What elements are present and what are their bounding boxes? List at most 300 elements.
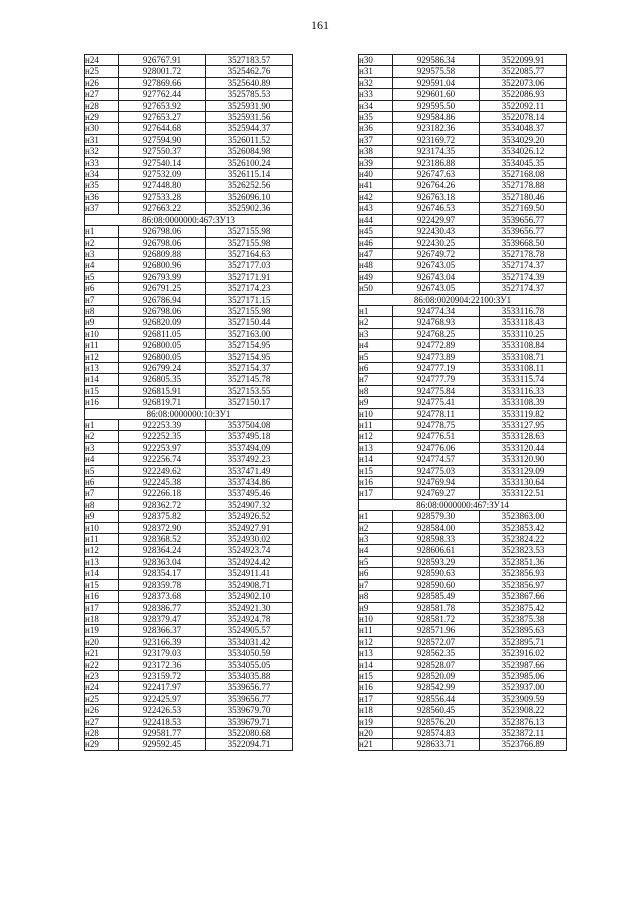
x-coordinate: 928562.35 [393,648,480,659]
y-coordinate: 3522099.91 [480,55,567,66]
x-coordinate: 928542.99 [393,682,480,693]
page-number: 161 [311,18,329,32]
cadastral-number: 86:08:0000000:467:ЗУ13 [85,214,293,225]
y-coordinate: 3534035.88 [206,670,293,681]
point-label: н8 [85,499,119,510]
point-label: н6 [359,362,393,373]
table-row [85,283,293,294]
y-coordinate: 3527155.98 [206,305,293,316]
y-coordinate: 3523863.00 [480,511,567,522]
table-row [85,534,293,545]
point-label: н10 [359,408,393,419]
y-coordinate: 3534050.59 [206,648,293,659]
point-label: н21 [85,648,119,659]
point-label: н2 [85,237,119,248]
point-label: н15 [85,579,119,590]
y-coordinate: 3537494.09 [206,442,293,453]
y-coordinate: 3523987.66 [480,659,567,670]
point-label: н38 [359,146,393,157]
point-label: н19 [359,716,393,727]
x-coordinate: 924776.51 [393,431,480,442]
y-coordinate: 3523908.22 [480,705,567,716]
table-row [359,157,567,168]
x-coordinate: 922245.38 [119,477,206,488]
cadastral-number: 86:08:0020904:22100:ЗУ1 [359,294,567,305]
y-coordinate: 3523875.38 [480,613,567,624]
x-coordinate: 927533.28 [119,191,206,202]
y-coordinate: 3525931.56 [206,112,293,123]
y-coordinate: 3537434.86 [206,477,293,488]
point-label: н16 [85,591,119,602]
y-coordinate: 3526252.56 [206,180,293,191]
y-coordinate: 3526011.52 [206,134,293,145]
x-coordinate: 928528.07 [393,659,480,670]
point-label: н28 [85,727,119,738]
y-coordinate: 3524907.32 [206,499,293,510]
x-coordinate: 922418.53 [119,716,206,727]
point-label: н6 [359,568,393,579]
y-coordinate: 3533119.82 [480,408,567,419]
table-row [85,716,293,727]
point-label: н19 [85,625,119,636]
x-coordinate: 929575.58 [393,66,480,77]
section-header-row [359,294,567,305]
point-label: н21 [359,739,393,750]
point-label: н48 [359,260,393,271]
y-coordinate: 3524930.02 [206,534,293,545]
table-row [359,226,567,237]
x-coordinate: 928579.30 [393,511,480,522]
x-coordinate: 924773.89 [393,351,480,362]
x-coordinate: 926809.88 [119,248,206,259]
y-coordinate: 3534055.05 [206,659,293,670]
table-row [359,55,567,66]
table-row [85,66,293,77]
y-coordinate: 3539679.71 [206,716,293,727]
table-row [359,385,567,396]
table-row [359,670,567,681]
table-row [359,693,567,704]
x-coordinate: 928359.78 [119,579,206,590]
y-coordinate: 3527177.03 [206,260,293,271]
point-label: н45 [359,226,393,237]
x-coordinate: 928366.37 [119,625,206,636]
x-coordinate: 922417.97 [119,682,206,693]
y-coordinate: 3525931.90 [206,100,293,111]
x-coordinate: 928364.24 [119,545,206,556]
x-coordinate: 928606.61 [393,545,480,556]
table-row [359,317,567,328]
point-label: н8 [359,591,393,602]
table-row [359,545,567,556]
coordinates-table-left [84,54,293,751]
point-label: н1 [85,420,119,431]
y-coordinate: 3524924.42 [206,556,293,567]
x-coordinate: 922430.43 [393,226,480,237]
y-coordinate: 3534048.37 [480,123,567,134]
table-row [85,169,293,180]
table-row [359,682,567,693]
x-coordinate: 926811.05 [119,328,206,339]
y-coordinate: 3527171.15 [206,294,293,305]
x-coordinate: 924774.57 [393,454,480,465]
table-row [85,397,293,408]
y-coordinate: 3524924.78 [206,613,293,624]
y-coordinate: 3533116.78 [480,305,567,316]
table-row [85,180,293,191]
point-label: н7 [359,374,393,385]
point-label: н1 [359,511,393,522]
y-coordinate: 3522073.06 [480,77,567,88]
table-row [85,89,293,100]
table-row [359,146,567,157]
y-coordinate: 3524921.30 [206,602,293,613]
table-row [359,397,567,408]
point-label: н42 [359,191,393,202]
x-coordinate: 922252.35 [119,431,206,442]
point-label: н28 [85,100,119,111]
point-label: н2 [359,317,393,328]
y-coordinate: 3537492.23 [206,454,293,465]
y-coordinate: 3523766.89 [480,739,567,750]
point-label: н50 [359,283,393,294]
y-coordinate: 3533115.74 [480,374,567,385]
table-row [359,636,567,647]
x-coordinate: 926798.06 [119,305,206,316]
x-coordinate: 924772.89 [393,340,480,351]
point-label: н11 [359,625,393,636]
point-label: н3 [359,328,393,339]
point-label: н20 [85,636,119,647]
table-row [85,374,293,385]
point-label: н4 [359,340,393,351]
y-coordinate: 3524926.52 [206,511,293,522]
point-label: н20 [359,727,393,738]
y-coordinate: 3525944.37 [206,123,293,134]
point-label: н13 [85,556,119,567]
table-row [85,682,293,693]
point-label: н47 [359,248,393,259]
table-row [359,591,567,602]
y-coordinate: 3537504.08 [206,420,293,431]
y-coordinate: 3522085.77 [480,66,567,77]
y-coordinate: 3524902.10 [206,591,293,602]
x-coordinate: 928556.44 [393,693,480,704]
point-label: н35 [359,112,393,123]
x-coordinate: 927762.44 [119,89,206,100]
y-coordinate: 3525640.89 [206,77,293,88]
x-coordinate: 924769.94 [393,477,480,488]
x-coordinate: 928001.72 [119,66,206,77]
x-coordinate: 923172.36 [119,659,206,670]
x-coordinate: 924775.84 [393,385,480,396]
section-header-row [359,499,567,510]
y-coordinate: 3523895.63 [480,625,567,636]
table-row [85,499,293,510]
x-coordinate: 927594.90 [119,134,206,145]
table-row [359,534,567,545]
y-coordinate: 3527171.91 [206,271,293,282]
point-label: н33 [85,157,119,168]
section-header-row [85,408,293,419]
x-coordinate: 923186.88 [393,157,480,168]
y-coordinate: 3533120.44 [480,442,567,453]
point-label: н32 [85,146,119,157]
point-label: н12 [85,545,119,556]
x-coordinate: 924778.11 [393,408,480,419]
x-coordinate: 926747.63 [393,169,480,180]
x-coordinate: 922429.97 [393,214,480,225]
x-coordinate: 922430.25 [393,237,480,248]
section-header-row [85,214,293,225]
point-label: н1 [85,226,119,237]
table-row [359,134,567,145]
y-coordinate: 3533108.11 [480,362,567,373]
y-coordinate: 3523876.13 [480,716,567,727]
table-row [359,100,567,111]
x-coordinate: 924777.19 [393,362,480,373]
x-coordinate: 926743.04 [393,271,480,282]
point-label: н14 [85,568,119,579]
table-row [359,613,567,624]
x-coordinate: 928572.07 [393,636,480,647]
point-label: н26 [85,705,119,716]
x-coordinate: 923174.35 [393,146,480,157]
point-label: н13 [359,442,393,453]
table-row [85,305,293,316]
x-coordinate: 923169.72 [393,134,480,145]
table-row [359,260,567,271]
table-row [85,112,293,123]
x-coordinate: 926800.96 [119,260,206,271]
y-coordinate: 3527154.95 [206,340,293,351]
x-coordinate: 923182.36 [393,123,480,134]
y-coordinate: 3539679.70 [206,705,293,716]
x-coordinate: 924775.03 [393,465,480,476]
y-coordinate: 3527169.50 [480,203,567,214]
x-coordinate: 929581.77 [119,727,206,738]
x-coordinate: 926791.25 [119,283,206,294]
table-row [85,100,293,111]
x-coordinate: 924777.79 [393,374,480,385]
point-label: н5 [85,465,119,476]
point-label: н4 [85,260,119,271]
table-row [359,248,567,259]
point-label: н16 [85,397,119,408]
point-label: н29 [85,112,119,123]
y-coordinate: 3527178.78 [480,248,567,259]
x-coordinate: 926819.71 [119,397,206,408]
table-row [85,317,293,328]
y-coordinate: 3534031.42 [206,636,293,647]
point-label: н16 [359,682,393,693]
x-coordinate: 927550.37 [119,146,206,157]
table-row [359,283,567,294]
y-coordinate: 3527153.55 [206,385,293,396]
table-row [85,739,293,750]
y-coordinate: 3522086.93 [480,89,567,100]
x-coordinate: 926799.24 [119,362,206,373]
point-label: н9 [85,317,119,328]
point-label: н4 [359,545,393,556]
point-label: н14 [359,454,393,465]
point-label: н15 [85,385,119,396]
x-coordinate: 929584.86 [393,112,480,123]
table-row [85,488,293,499]
point-label: н36 [85,191,119,202]
table-row [85,77,293,88]
point-label: н25 [85,693,119,704]
y-coordinate: 3534026.12 [480,146,567,157]
point-label: н8 [85,305,119,316]
point-label: н17 [85,602,119,613]
x-coordinate: 928571.96 [393,625,480,636]
table-row [85,385,293,396]
point-label: н17 [359,488,393,499]
x-coordinate: 928362.72 [119,499,206,510]
point-label: н5 [359,556,393,567]
x-coordinate: 922266.18 [119,488,206,499]
y-coordinate: 3527155.98 [206,226,293,237]
x-coordinate: 928584.00 [393,522,480,533]
y-coordinate: 3523856.97 [480,579,567,590]
y-coordinate: 3527174.23 [206,283,293,294]
x-coordinate: 922249.62 [119,465,206,476]
point-label: н15 [359,465,393,476]
y-coordinate: 3527183.57 [206,55,293,66]
point-label: н17 [359,693,393,704]
point-label: н12 [85,351,119,362]
table-row [85,237,293,248]
x-coordinate: 926746.53 [393,203,480,214]
y-coordinate: 3533129.09 [480,465,567,476]
point-label: н25 [85,66,119,77]
point-label: н11 [359,420,393,431]
point-label: н31 [85,134,119,145]
table-row [359,648,567,659]
x-coordinate: 927540.14 [119,157,206,168]
point-label: н35 [85,180,119,191]
x-coordinate: 928590.60 [393,579,480,590]
point-label: н9 [85,511,119,522]
point-label: н9 [359,397,393,408]
table-row [85,328,293,339]
y-coordinate: 3527163.00 [206,328,293,339]
point-label: н11 [85,534,119,545]
y-coordinate: 3527174.39 [480,271,567,282]
x-coordinate: 926798.06 [119,237,206,248]
y-coordinate: 3527145.78 [206,374,293,385]
table-row [359,705,567,716]
table-row [85,545,293,556]
table-row [85,568,293,579]
point-label: н3 [85,248,119,259]
x-coordinate: 923179.03 [119,648,206,659]
y-coordinate: 3523909.59 [480,693,567,704]
point-label: н34 [359,100,393,111]
y-coordinate: 3527178.88 [480,180,567,191]
table-row [85,602,293,613]
table-row [85,454,293,465]
y-coordinate: 3527155.98 [206,237,293,248]
table-row [85,420,293,431]
y-coordinate: 3533127.95 [480,420,567,431]
point-label: н41 [359,180,393,191]
x-coordinate: 928386.77 [119,602,206,613]
y-coordinate: 3527154.95 [206,351,293,362]
table-row [85,134,293,145]
y-coordinate: 3524905.57 [206,625,293,636]
point-label: н4 [85,454,119,465]
y-coordinate: 3527180.46 [480,191,567,202]
x-coordinate: 928560.45 [393,705,480,716]
table-row [85,727,293,738]
point-label: н32 [359,77,393,88]
x-coordinate: 926820.09 [119,317,206,328]
table-row [85,636,293,647]
x-coordinate: 927663.22 [119,203,206,214]
table-row [85,271,293,282]
point-label: н29 [85,739,119,750]
x-coordinate: 928379.47 [119,613,206,624]
y-coordinate: 3534029.20 [480,134,567,145]
x-coordinate: 928576.20 [393,716,480,727]
y-coordinate: 3523867.66 [480,591,567,602]
table-row [359,180,567,191]
y-coordinate: 3539656.77 [206,693,293,704]
y-coordinate: 3525902.36 [206,203,293,214]
y-coordinate: 3523875.42 [480,602,567,613]
point-label: н36 [359,123,393,134]
point-label: н24 [85,682,119,693]
table-row [359,408,567,419]
x-coordinate: 927653.27 [119,112,206,123]
y-coordinate: 3524911.41 [206,568,293,579]
point-label: н2 [85,431,119,442]
table-row [359,77,567,88]
point-label: н33 [359,89,393,100]
point-label: н3 [85,442,119,453]
table-row [359,431,567,442]
x-coordinate: 929595.50 [393,100,480,111]
x-coordinate: 926815.91 [119,385,206,396]
y-coordinate: 3533128.63 [480,431,567,442]
table-row [85,226,293,237]
table-row [85,477,293,488]
table-row [359,602,567,613]
point-label: н37 [85,203,119,214]
x-coordinate: 928354.17 [119,568,206,579]
y-coordinate: 3527154.37 [206,362,293,373]
table-row [85,123,293,134]
table-row [85,157,293,168]
y-coordinate: 3527150.44 [206,317,293,328]
point-label: н3 [359,534,393,545]
x-coordinate: 928593.29 [393,556,480,567]
point-label: н18 [85,613,119,624]
y-coordinate: 3524923.74 [206,545,293,556]
y-coordinate: 3523856.93 [480,568,567,579]
point-label: н27 [85,89,119,100]
x-coordinate: 928581.78 [393,602,480,613]
y-coordinate: 3533130.64 [480,477,567,488]
y-coordinate: 3523895.71 [480,636,567,647]
y-coordinate: 3533118.43 [480,317,567,328]
x-coordinate: 929586.34 [393,55,480,66]
table-row [85,591,293,602]
table-row [359,568,567,579]
x-coordinate: 924778.75 [393,420,480,431]
